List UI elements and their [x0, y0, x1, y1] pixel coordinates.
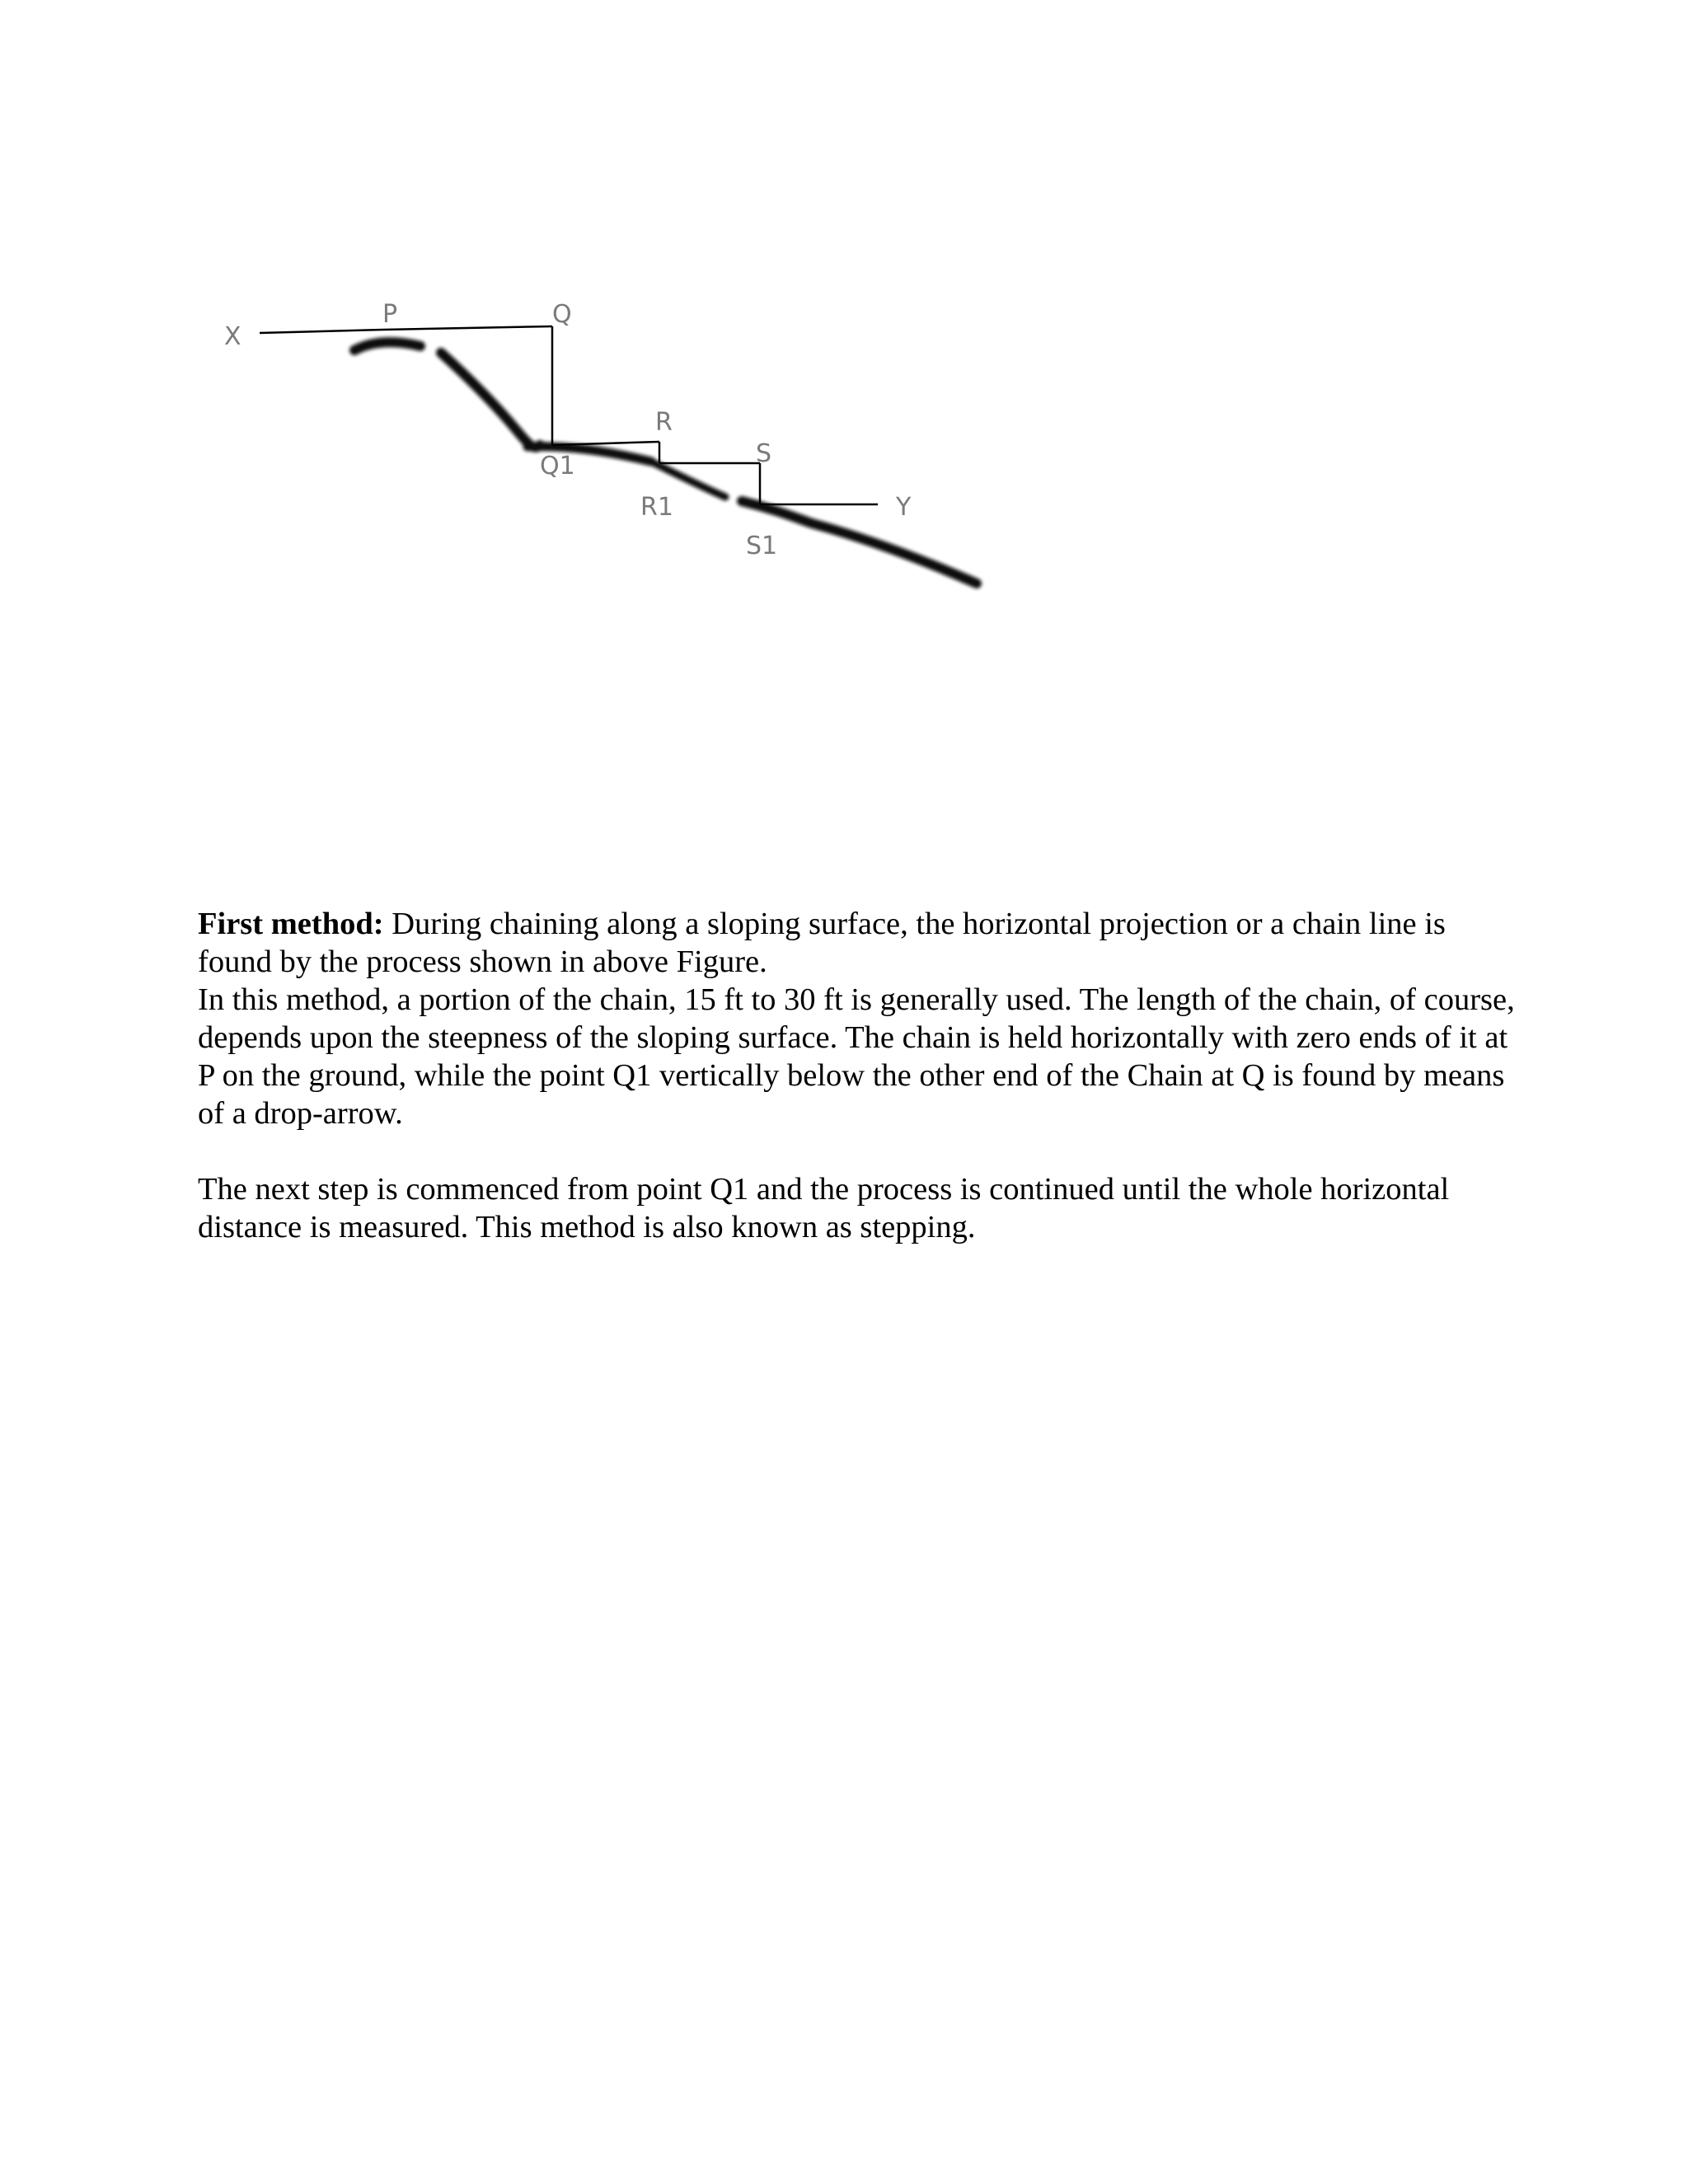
paragraph-spacer — [198, 1132, 1517, 1170]
stepping-diagram — [0, 0, 1688, 659]
stepping-figure — [0, 0, 1688, 659]
label-x: X — [224, 322, 241, 351]
label-r: R — [655, 408, 673, 437]
label-s: S — [756, 439, 772, 468]
paragraph-stepping: The next step is commenced from point Q1 and the process is continued until the whole horizontal distance is measured. This method is also known as stepping. — [198, 1172, 1450, 1244]
first-method-heading: First method: — [198, 907, 384, 941]
label-y: Y — [896, 493, 912, 522]
paragraph-chain-portion: In this method, a portion of the chain, 15 ft to 30 ft is generally used. The length of the chain, of course, depends upon the steepness of the sloping surface. The chain is held horizontally with zero ends of it at P on the ground, while the point Q1 vertically below the other end of the Chain at Q is found by means of a drop-arrow. — [198, 982, 1515, 1131]
chain-line-p-q — [383, 326, 552, 330]
first-method-description: During chaining along a sloping surface, the horizontal projection or a chain line is found by the process shown in above Figure. — [198, 907, 1446, 979]
label-p: P — [382, 300, 398, 329]
label-r1: R1 — [640, 493, 673, 522]
label-q: Q — [552, 300, 572, 329]
label-s1: S1 — [746, 532, 778, 560]
chain-line-x-p — [260, 330, 383, 333]
paragraph-first-method — [198, 905, 1517, 981]
body-text — [198, 905, 1517, 1246]
label-q1: Q1 — [540, 452, 575, 480]
